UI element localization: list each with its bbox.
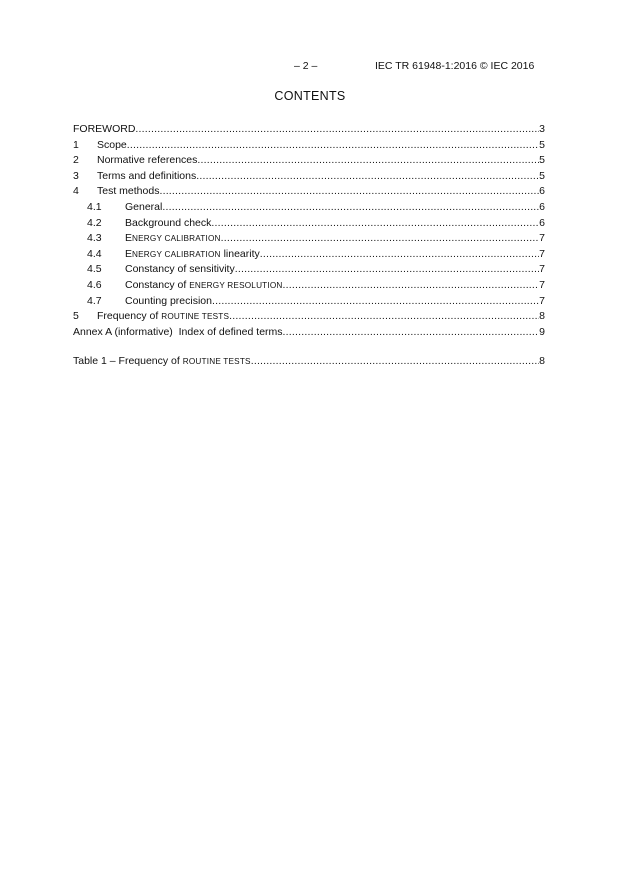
toc-entry-number: 4.5 [87, 263, 102, 276]
toc-entry-page: 7 [539, 278, 545, 291]
toc-title-initial: E [125, 232, 133, 245]
toc-entry-page: 5 [539, 138, 545, 151]
toc-entry-constancy-sensitivity[interactable] [73, 262, 545, 278]
toc-section-spacer [73, 340, 545, 354]
toc-leader-dots [260, 247, 539, 263]
toc-entry-scope[interactable] [73, 138, 545, 154]
toc-entry-number: 5 [73, 310, 79, 323]
toc-title-small-caps: ROUTINE TESTS [161, 312, 230, 322]
toc-entry-title: General [125, 200, 163, 213]
toc-entry-title: Scope [97, 138, 127, 151]
toc-entry-title: Constancy of sensitivity [125, 263, 235, 276]
toc-title-initial: E [125, 247, 133, 260]
toc-entry-number: 4 [73, 185, 79, 198]
toc-entry-page: 7 [539, 294, 545, 307]
toc-entry-test-methods[interactable] [73, 184, 545, 200]
toc-leader-dots [251, 354, 539, 370]
toc-entry-number: 4.4 [87, 247, 102, 260]
toc-entry-number: 4.6 [87, 278, 102, 291]
toc-entry-page: 8 [539, 310, 545, 323]
toc-entry-page: 6 [539, 200, 545, 213]
toc-entry-number: 4.7 [87, 294, 102, 307]
toc-entry-number: 4.2 [87, 216, 102, 229]
toc-entry-energy-calibration-linearity[interactable] [73, 247, 545, 263]
toc-entry-page: 9 [539, 325, 545, 338]
toc-entry-number: 2 [73, 154, 79, 167]
toc-entry-table-1[interactable] [73, 354, 545, 370]
toc-title-prefix: Frequency of [97, 310, 162, 323]
toc-leader-dots [135, 122, 539, 138]
toc-entry-foreword[interactable] [73, 122, 545, 138]
toc-entry-title: Test methods [97, 185, 160, 198]
toc-entry-constancy-energy-resolution[interactable] [73, 278, 545, 294]
toc-entry-title [125, 231, 221, 247]
toc-leader-dots [211, 216, 539, 232]
toc-entry-page: 8 [539, 355, 545, 368]
toc-entry-title [97, 309, 229, 325]
toc-entry-page: 7 [539, 232, 545, 245]
toc-entry-frequency-routine-tests[interactable] [73, 309, 545, 325]
toc-entry-page: 5 [539, 154, 545, 167]
toc-entry-page: 7 [539, 263, 545, 276]
toc-leader-dots [283, 325, 540, 341]
toc-entry-page: 3 [539, 123, 545, 135]
toc-entry-title: Annex A (informative) Index of defined terms [73, 325, 283, 338]
toc-entry-title: Background check [125, 216, 212, 229]
page-number: – 2 – [294, 60, 318, 72]
contents-title: CONTENTS [274, 89, 346, 103]
toc-leader-dots [235, 262, 539, 278]
toc-leader-dots [221, 231, 540, 247]
toc-leader-dots [127, 138, 539, 154]
toc-entry-page: 7 [539, 247, 545, 260]
page-header [0, 60, 620, 74]
toc-title-rest: linearity [220, 247, 260, 260]
table-of-contents [73, 122, 545, 370]
toc-entry-background-check[interactable] [73, 216, 545, 232]
toc-entry-title: FOREWORD [73, 123, 136, 135]
toc-title-prefix: Table 1 – Frequency of [73, 355, 183, 368]
toc-title-small-caps: ENERGY RESOLUTION [189, 280, 283, 290]
toc-leader-dots [212, 294, 539, 310]
toc-entry-title [125, 247, 260, 263]
toc-entry-page: 6 [539, 216, 545, 229]
toc-leader-dots [159, 184, 539, 200]
toc-entry-page: 6 [539, 185, 545, 198]
toc-entry-general[interactable] [73, 200, 545, 216]
toc-entry-energy-calibration[interactable] [73, 231, 545, 247]
toc-title-small-caps: NERGY CALIBRATION [132, 234, 221, 244]
toc-entry-counting-precision[interactable] [73, 294, 545, 310]
toc-title-small-caps: ROUTINE TESTS [182, 357, 251, 367]
toc-title-small-caps: NERGY CALIBRATION [132, 249, 221, 259]
toc-entry-number: 1 [73, 138, 79, 151]
document-reference: IEC TR 61948-1:2016 © IEC 2016 [375, 60, 535, 72]
toc-entry-page: 5 [539, 169, 545, 182]
toc-entry-number: 4.1 [87, 200, 102, 213]
toc-entry-normative-references[interactable] [73, 153, 545, 169]
toc-title-prefix: Constancy of [125, 278, 190, 291]
toc-leader-dots [162, 200, 539, 216]
toc-leader-dots [229, 309, 539, 325]
toc-leader-dots [196, 169, 539, 185]
toc-entry-number: 4.3 [87, 232, 102, 245]
toc-entry-title [73, 354, 251, 370]
toc-entry-title [125, 278, 283, 294]
toc-leader-dots [283, 278, 540, 294]
toc-entry-title: Normative references [97, 154, 198, 167]
toc-leader-dots [197, 153, 539, 169]
toc-entry-annex-a[interactable] [73, 325, 545, 341]
toc-entry-title: Terms and definitions [97, 169, 197, 182]
toc-entry-title: Counting precision [125, 294, 212, 307]
toc-entry-terms-definitions[interactable] [73, 169, 545, 185]
toc-entry-number: 3 [73, 169, 79, 182]
